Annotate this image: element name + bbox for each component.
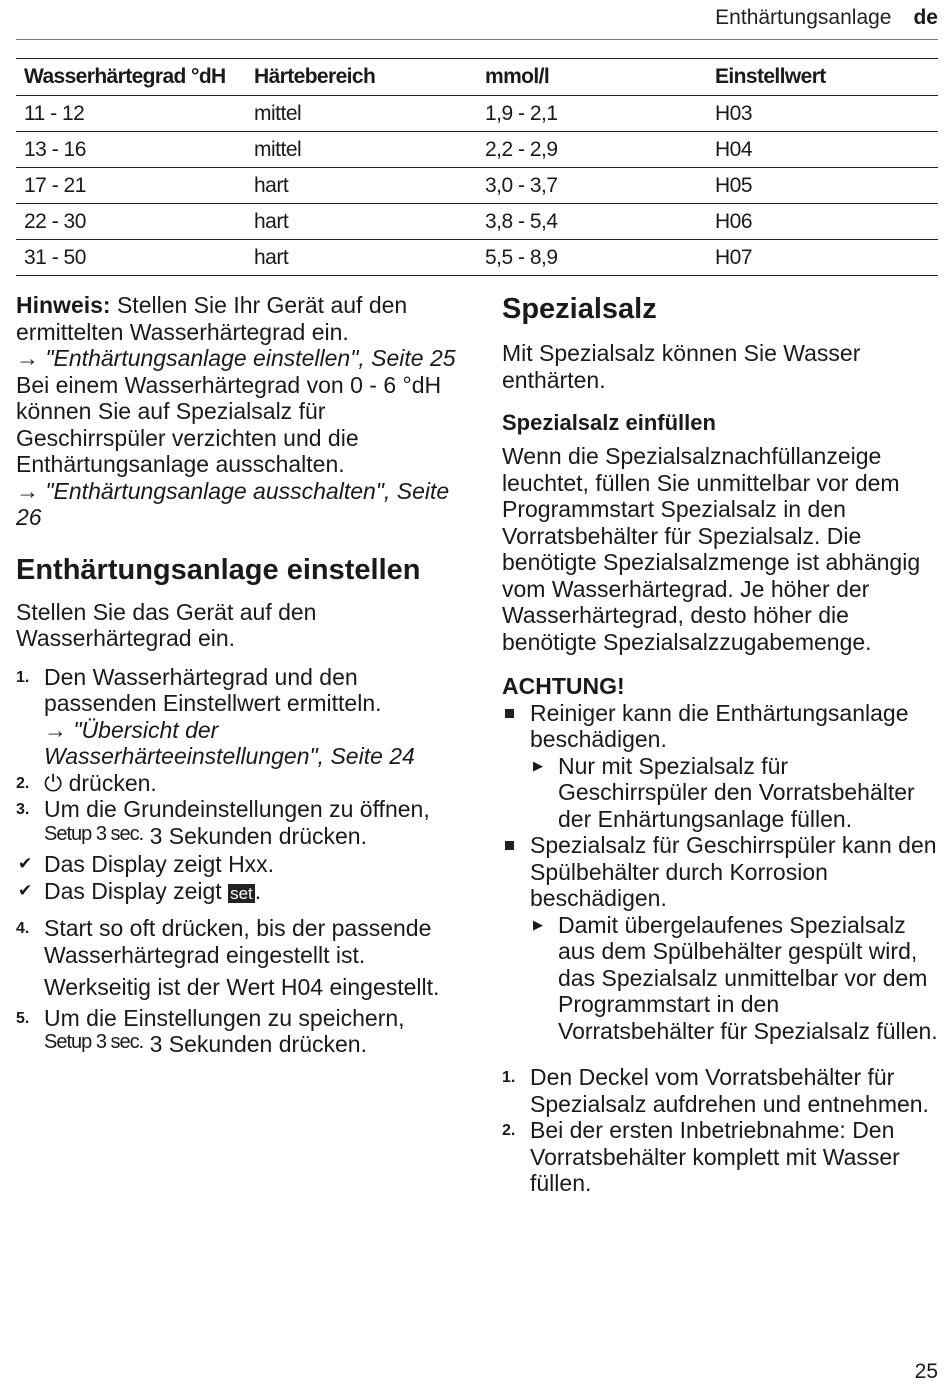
table-cell: hart xyxy=(246,168,477,204)
display-set-symbol: set xyxy=(230,883,253,903)
column-header: mmol/l xyxy=(477,59,707,96)
table-cell: H03 xyxy=(707,96,938,132)
remedy-item xyxy=(530,912,940,1045)
table-row xyxy=(16,204,938,240)
start-key-label: Start xyxy=(44,915,93,941)
warning-list xyxy=(502,700,940,1045)
step-text: Um die Einstellungen zu speichern, xyxy=(44,1004,405,1031)
step-number: 5. xyxy=(16,1009,30,1027)
table-cell: H04 xyxy=(707,132,938,168)
step-3 xyxy=(16,796,456,851)
setup-key-label: Setup 3 sec. xyxy=(44,822,144,845)
table-row xyxy=(16,240,938,276)
result-punct: . xyxy=(254,877,262,904)
table-cell: 2,2 - 2,9 xyxy=(477,132,707,168)
step-1 xyxy=(502,1064,940,1117)
remedy-text: Nur mit Spezialsalz für Geschirrspüler den Vorratsbehälter der Enhärtungsanlage füllen. xyxy=(558,752,915,832)
step-text: Den Wasserhärtegrad und den passenden Einstellwert ermitteln. xyxy=(44,663,382,716)
step-number: 1. xyxy=(502,1069,516,1086)
table-cell: mittel xyxy=(246,132,477,168)
table-cell: H07 xyxy=(707,240,938,276)
note-reference-link[interactable]: → "Enthärtungsanlage einstellen", Seite 25 xyxy=(16,345,456,371)
warning-label: ACHTUNG! xyxy=(502,673,625,699)
intro-text: Stellen Sie das Gerät auf den Wasserhärtegrad ein. xyxy=(16,598,317,651)
warning-text: Spezialsalz für Geschirrspüler kann den Spülbehälter durch Korrosion beschädigen. xyxy=(530,832,937,911)
step-text: Bei der ersten Inbetriebnahme: Den Vorratsbehälter komplett mit Wasser füllen. xyxy=(530,1117,900,1196)
intro-text: Mit Spezialsalz können Sie Wasser enthärten. xyxy=(502,340,861,393)
step-number: 4. xyxy=(16,920,30,937)
table-cell: 13 - 16 xyxy=(16,132,246,168)
remedy-item xyxy=(530,753,940,833)
step-text: 3 Sekunden drücken. xyxy=(143,1031,367,1057)
section-heading: Enthärtungsanlage einstellen xyxy=(16,553,421,586)
remedy-text: Damit übergelaufenes Spezialsalz aus dem Spülbehälter gespült wird, das Spezialsalz unmittelbar vor dem Programmstart in den Vorratsbehälter für Spezialsalz füllen. xyxy=(558,911,938,1044)
table-row xyxy=(16,132,938,168)
step-text: drücken. xyxy=(62,769,157,796)
header-rule xyxy=(16,39,938,40)
table-header-row xyxy=(16,59,938,96)
warning-item xyxy=(502,832,940,1044)
result-text: Das Display zeigt xyxy=(44,877,229,904)
step-reference-link[interactable]: → "Übersicht der Wasserhärteeinstellungen", Seite 24 xyxy=(44,716,415,769)
subheading: Spezialsalz einfüllen xyxy=(502,410,716,435)
table-cell: mittel xyxy=(246,96,477,132)
table-cell: 17 - 21 xyxy=(16,168,246,204)
step-4 xyxy=(16,915,456,1001)
arrow-right-icon: ▶ xyxy=(533,916,543,932)
table-cell: 11 - 12 xyxy=(16,96,246,132)
page-header xyxy=(715,6,938,30)
left-column xyxy=(16,292,456,1060)
warning-text: Reiniger kann die Enthärtungsanlage beschädigen. xyxy=(530,699,909,752)
step-number: 2. xyxy=(502,1122,516,1139)
step-note: Werkseitig ist der Wert H04 eingestellt. xyxy=(44,974,440,1000)
check-icon: ✔ xyxy=(18,880,33,900)
water-hardness-table xyxy=(16,58,938,276)
note-reference-link[interactable]: → "Enthärtungsanlage ausschalten", Seite 26 xyxy=(16,477,450,530)
step-text: 3 Sekunden drücken. xyxy=(143,822,367,849)
step-2 xyxy=(502,1117,940,1197)
bullet-square-icon xyxy=(505,841,514,850)
steps-list xyxy=(16,664,456,852)
column-header: Wasserhärtegrad °dH xyxy=(16,59,246,96)
result-item xyxy=(16,851,456,878)
arrow-right-icon: ▶ xyxy=(533,757,543,773)
table-row xyxy=(16,168,938,204)
section-title: Enthärtungsanlage xyxy=(715,6,892,29)
warning-item xyxy=(502,700,940,833)
note xyxy=(16,292,456,345)
table-cell: H05 xyxy=(707,168,938,204)
step-text: Um die Grundeinstellungen zu öffnen, xyxy=(44,796,430,822)
right-column xyxy=(502,292,940,1197)
section-heading: Spezialsalz xyxy=(502,293,657,325)
table-cell: 5,5 - 8,9 xyxy=(477,240,707,276)
step-number: 3. xyxy=(16,801,30,818)
page-number: 25 xyxy=(914,1360,938,1383)
table-cell: 1,9 - 2,1 xyxy=(477,96,707,132)
steps-list xyxy=(502,1064,940,1197)
result-text: Das Display zeigt Hxx. xyxy=(44,851,275,877)
note-label: Hinweis: xyxy=(16,292,111,318)
table-cell: 3,0 - 3,7 xyxy=(477,168,707,204)
step-text: Den Deckel vom Vorratsbehälter für Spezialsalz aufdrehen und entnehmen. xyxy=(530,1064,929,1117)
setup-key-label: Setup 3 sec. xyxy=(44,1031,144,1053)
step-1 xyxy=(16,664,456,770)
table-cell: 3,8 - 5,4 xyxy=(477,204,707,240)
note-text-2: Bei einem Wasserhärtegrad von 0 - 6 °dH können Sie auf Spezialsalz für Geschirrspüler verzichten und die Enthärtungsanlage ausschalten. xyxy=(16,371,442,477)
note-text: Stellen Sie Ihr Gerät auf den ermittelten Wasserhärtegrad ein. xyxy=(16,292,408,345)
bullet-square-icon xyxy=(505,709,514,718)
table-cell: 22 - 30 xyxy=(16,204,246,240)
table-cell: hart xyxy=(246,240,477,276)
table-row xyxy=(16,96,938,132)
table-cell: 31 - 50 xyxy=(16,240,246,276)
table-cell: hart xyxy=(246,204,477,240)
step-2 xyxy=(16,770,456,797)
check-icon: ✔ xyxy=(18,854,33,873)
body-text: Wenn die Spezialsalznachfüllanzeige leuchtet, füllen Sie unmittelbar vor dem Programmstart Spezialsalz in den Vorratsbehälter für Spezialsalz. Die benötigte Spezialsalzmenge ist abhängig vom Wasserhärtegrad. Je höher der Wasserhärtegrad, desto höher die benötigte Spezialsalzzugabemenge. xyxy=(502,443,921,655)
step-text: so oft drücken, bis der passende Wasserhärtegrad eingestellt ist. xyxy=(44,915,432,968)
steps-list xyxy=(16,915,456,1060)
result-item xyxy=(16,878,456,908)
table-cell: H06 xyxy=(707,204,938,240)
column-header: Härtebereich xyxy=(246,59,477,96)
column-header: Einstellwert xyxy=(707,59,938,96)
language-code: de xyxy=(913,6,938,29)
step-number: 2. xyxy=(16,774,30,792)
step-5 xyxy=(16,1005,456,1060)
power-icon: ⏻ xyxy=(44,769,63,796)
step-number: 1. xyxy=(16,668,30,686)
